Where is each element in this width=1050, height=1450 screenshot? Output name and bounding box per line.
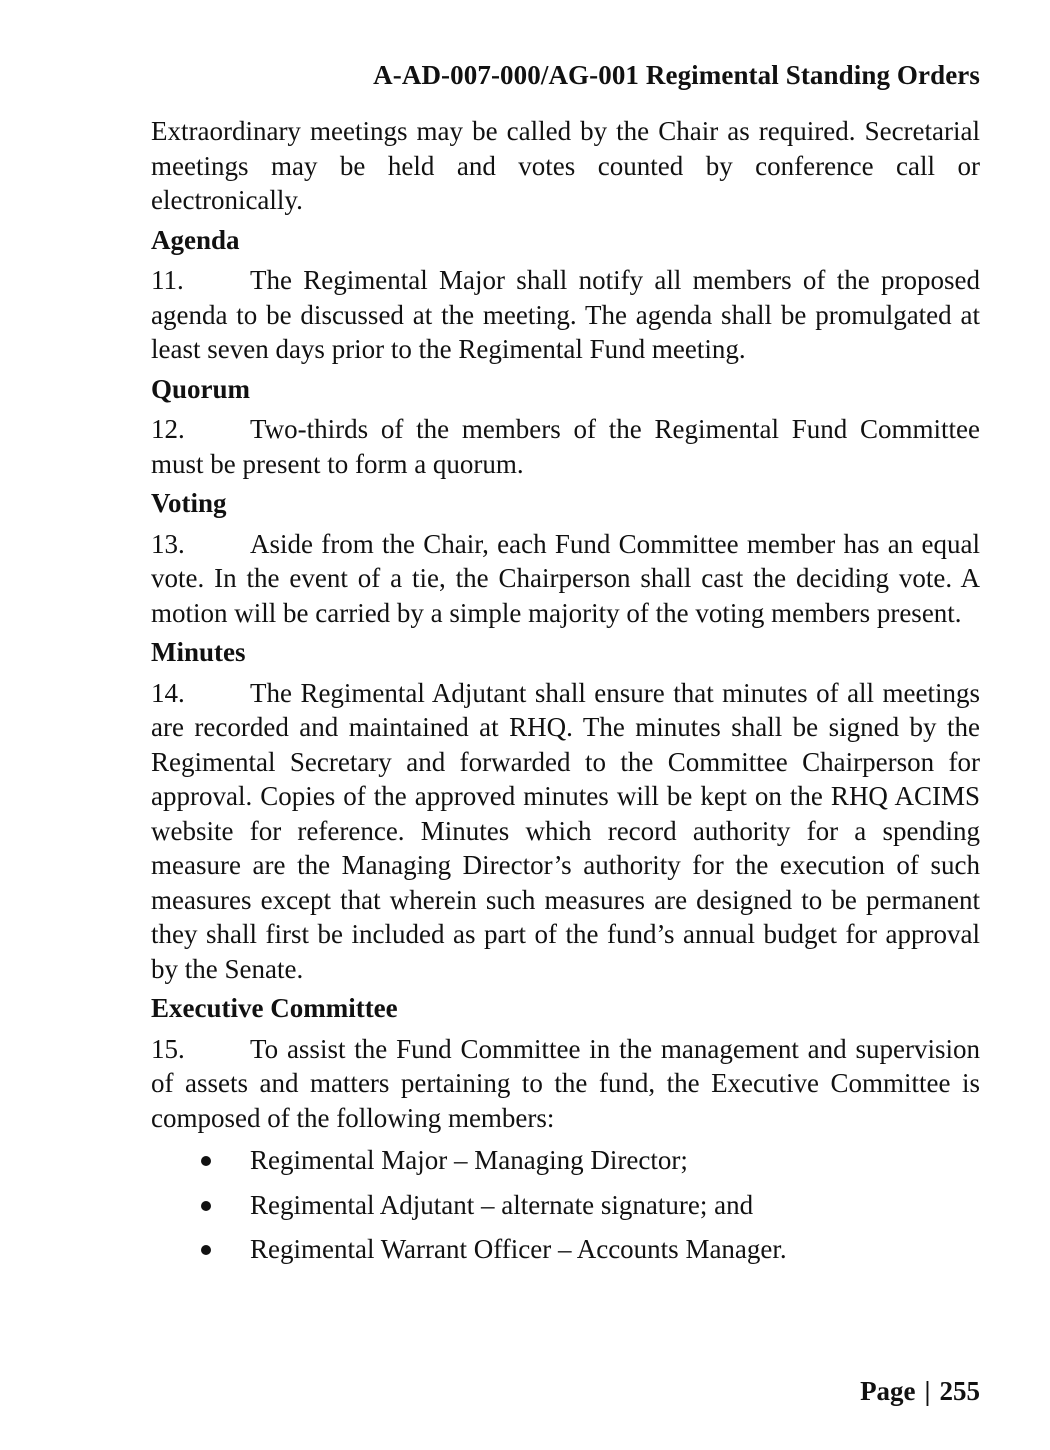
section-heading-executive-committee: Executive Committee: [151, 993, 398, 1023]
paragraph-text: Two-thirds of the members of the Regimental Fund Committee must be present to form a quorum.: [151, 414, 980, 479]
section-heading-agenda: Agenda: [151, 224, 240, 255]
list-item-text: Regimental Major – Managing Director;: [250, 1145, 688, 1175]
section-heading-quorum: Quorum: [151, 373, 251, 404]
paragraph-12: [151, 412, 980, 481]
section-heading-minutes: Minutes: [151, 637, 246, 667]
executive-committee-member-list: [151, 1143, 980, 1267]
paragraph-text: Aside from the Chair, each Fund Committee member has an equal vote. In the event of a tie, the Chairperson shall cast the deciding vote. A motion will be carried by a simple majority of the voting members present.: [151, 528, 980, 628]
list-item: [151, 1143, 980, 1178]
bullet-icon: [201, 1201, 211, 1211]
document-body: [151, 114, 980, 1277]
page-label: Page: [860, 1376, 916, 1406]
paragraph-number: 15.: [151, 1033, 185, 1064]
list-item: [151, 1232, 980, 1267]
page-footer: [860, 1376, 980, 1407]
paragraph-number: 11.: [151, 265, 184, 295]
paragraph-number: 12.: [151, 414, 185, 444]
bullet-icon: [201, 1245, 211, 1255]
document-header-title: A-AD-007-000/AG-001 Regimental Standing Orders: [373, 60, 980, 90]
list-item-text: Regimental Warrant Officer – Accounts Manager.: [250, 1234, 787, 1264]
paragraph-number: 14.: [151, 677, 185, 708]
paragraph-15: [151, 1032, 980, 1136]
bullet-icon: [201, 1156, 211, 1166]
paragraph-14: [151, 676, 980, 987]
paragraph-13: [151, 527, 980, 631]
list-item: [151, 1188, 980, 1223]
intro-paragraph: Extraordinary meetings may be called by the Chair as required. Secretarial meetings may be held and votes counted by conference call or electronically.: [151, 116, 980, 215]
paragraph-11: [151, 263, 980, 367]
list-item-text: Regimental Adjutant – alternate signature; and: [250, 1189, 754, 1220]
paragraph-text: The Regimental Adjutant shall ensure that minutes of all meetings are recorded and maintained at RHQ. The minutes shall be signed by the Regimental Secretary and forwarded to the Committee Chairperson for approval. Copies of the approved minutes will be kept on the RHQ ACIMS website for reference. Minutes which record authority for a spending measure are the Managing Director’s authority for the execution of such measures except that wherein such measures are designed to be permanent they shall first be included as part of the fund’s annual budget for approval by the Senate.: [151, 677, 980, 984]
page-separator: |: [924, 1376, 931, 1406]
paragraph-number: 13.: [151, 528, 185, 559]
paragraph-text: The Regimental Major shall notify all members of the proposed agenda to be discussed at the meeting. The agenda shall be promulgated at least seven days prior to the Regimental Fund meeting.: [151, 265, 980, 364]
section-heading-voting: Voting: [151, 488, 227, 518]
paragraph-text: To assist the Fund Committee in the management and supervision of assets and matters pertaining to the fund, the Executive Committee is composed of the following members:: [151, 1033, 980, 1133]
page-number: 255: [939, 1376, 980, 1406]
